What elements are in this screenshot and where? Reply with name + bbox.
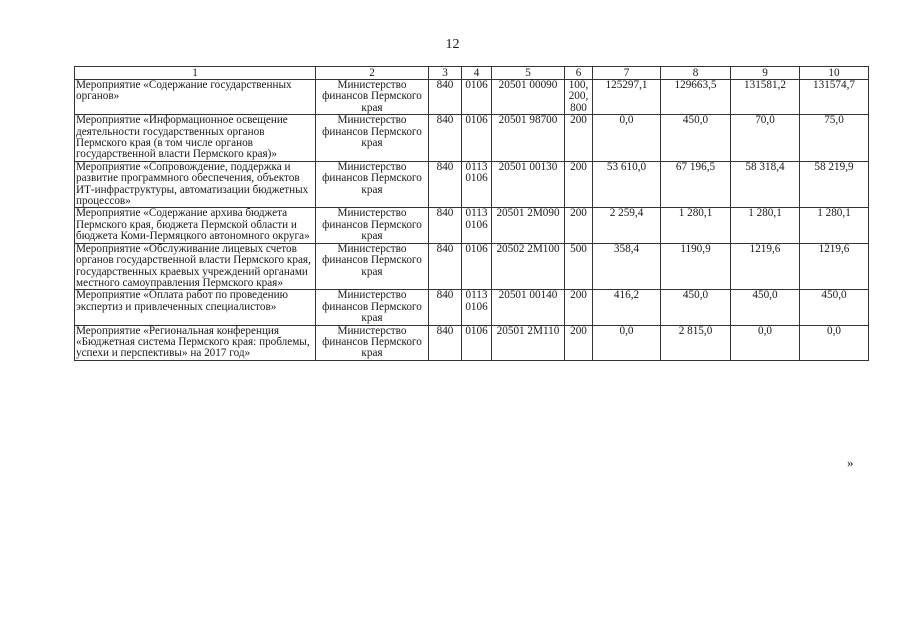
amount-cell: 1 280,1 <box>661 208 731 243</box>
amount-cell: 0,0 <box>593 325 661 360</box>
code-cell: 20501 2М110 <box>492 325 565 360</box>
agency-name: Министерство финансов Пермского края <box>316 161 429 208</box>
amount-cell: 450,0 <box>800 290 869 325</box>
table-row <box>75 115 869 162</box>
table-row <box>75 161 869 208</box>
agency-name: Министерство финансов Пермского края <box>316 290 429 325</box>
amount-cell: 70,0 <box>731 115 800 162</box>
column-header: 5 <box>492 67 565 80</box>
table-row <box>75 325 869 360</box>
amount-cell: 0,0 <box>593 115 661 162</box>
column-header: 8 <box>661 67 731 80</box>
code-cell: 0106 <box>462 325 492 360</box>
agency-name: Министерство финансов Пермского края <box>316 208 429 243</box>
amount-cell: 1 280,1 <box>800 208 869 243</box>
table-row <box>75 243 869 290</box>
code-cell: 840 <box>429 325 462 360</box>
code-cell: 840 <box>429 115 462 162</box>
code-cell: 20501 00140 <box>492 290 565 325</box>
amount-cell: 2 259,4 <box>593 208 661 243</box>
activity-name: Мероприятие «Содержание архива бюджета Пермского края, бюджета Пермской области и бюджета Коми-Пермяцкого автономного округа» <box>75 208 316 243</box>
amount-cell: 0,0 <box>800 325 869 360</box>
activity-name: Мероприятие «Региональная конференция «Бюджетная система Пермского края: проблемы, успехи и перспективы» на 2017 год» <box>75 325 316 360</box>
agency-name: Министерство финансов Пермского края <box>316 115 429 162</box>
agency-name: Министерство финансов Пермского края <box>316 325 429 360</box>
amount-cell: 450,0 <box>661 290 731 325</box>
closing-quote: » <box>847 455 854 470</box>
budget-table <box>74 66 869 361</box>
agency-name: Министерство финансов Пермского края <box>316 80 429 115</box>
amount-cell: 58 318,4 <box>731 161 800 208</box>
code-cell: 20501 00130 <box>492 161 565 208</box>
code-cell: 100, 200, 800 <box>565 80 593 115</box>
code-cell: 840 <box>429 290 462 325</box>
column-header: 2 <box>316 67 429 80</box>
amount-cell: 75,0 <box>800 115 869 162</box>
amount-cell: 129663,5 <box>661 80 731 115</box>
amount-cell: 450,0 <box>661 115 731 162</box>
code-cell: 20501 98700 <box>492 115 565 162</box>
code-cell: 20502 2М100 <box>492 243 565 290</box>
code-cell: 200 <box>565 115 593 162</box>
column-header: 3 <box>429 67 462 80</box>
activity-name: Мероприятие «Информационное освещение деятельности государственных органов Пермского края (в том числе органов государственной власти Пермского края)» <box>75 115 316 162</box>
agency-name: Министерство финансов Пермского края <box>316 243 429 290</box>
code-cell: 0106 <box>462 80 492 115</box>
activity-name: Мероприятие «Оплата работ по проведению экспертиз и привлеченных специалистов» <box>75 290 316 325</box>
header-row <box>75 67 869 80</box>
table-row <box>75 208 869 243</box>
amount-cell: 416,2 <box>593 290 661 325</box>
column-header: 9 <box>731 67 800 80</box>
amount-cell: 131581,2 <box>731 80 800 115</box>
code-cell: 200 <box>565 208 593 243</box>
table-row <box>75 80 869 115</box>
amount-cell: 450,0 <box>731 290 800 325</box>
amount-cell: 2 815,0 <box>661 325 731 360</box>
code-cell: 200 <box>565 325 593 360</box>
amount-cell: 53 610,0 <box>593 161 661 208</box>
activity-name: Мероприятие «Содержание государственных органов» <box>75 80 316 115</box>
activity-name: Мероприятие «Обслуживание лицевых счетов органов государственной власти Пермского края, государственных краевых учреждений органами местного самоуправления Пермского края» <box>75 243 316 290</box>
amount-cell: 131574,7 <box>800 80 869 115</box>
column-header: 7 <box>593 67 661 80</box>
activity-name: Мероприятие «Сопровождение, поддержка и развитие программного обеспечения, объектов ИТ-инфраструктуры, автоматизации бюджетных процессов» <box>75 161 316 208</box>
code-cell: 500 <box>565 243 593 290</box>
code-cell: 840 <box>429 161 462 208</box>
code-cell: 0113 0106 <box>462 290 492 325</box>
column-header: 1 <box>75 67 316 80</box>
code-cell: 0106 <box>462 115 492 162</box>
code-cell: 840 <box>429 243 462 290</box>
page-number: 12 <box>445 37 460 52</box>
amount-cell: 1190,9 <box>661 243 731 290</box>
column-header: 10 <box>800 67 869 80</box>
amount-cell: 1 280,1 <box>731 208 800 243</box>
amount-cell: 0,0 <box>731 325 800 360</box>
amount-cell: 125297,1 <box>593 80 661 115</box>
amount-cell: 58 219,9 <box>800 161 869 208</box>
amount-cell: 1219,6 <box>800 243 869 290</box>
code-cell: 20501 2М090 <box>492 208 565 243</box>
code-cell: 840 <box>429 80 462 115</box>
column-header: 4 <box>462 67 492 80</box>
code-cell: 200 <box>565 290 593 325</box>
amount-cell: 67 196,5 <box>661 161 731 208</box>
code-cell: 20501 00090 <box>492 80 565 115</box>
table-row <box>75 290 869 325</box>
amount-cell: 1219,6 <box>731 243 800 290</box>
code-cell: 840 <box>429 208 462 243</box>
code-cell: 0113 0106 <box>462 161 492 208</box>
amount-cell: 358,4 <box>593 243 661 290</box>
column-header: 6 <box>565 67 593 80</box>
code-cell: 0113 0106 <box>462 208 492 243</box>
code-cell: 200 <box>565 161 593 208</box>
code-cell: 0106 <box>462 243 492 290</box>
